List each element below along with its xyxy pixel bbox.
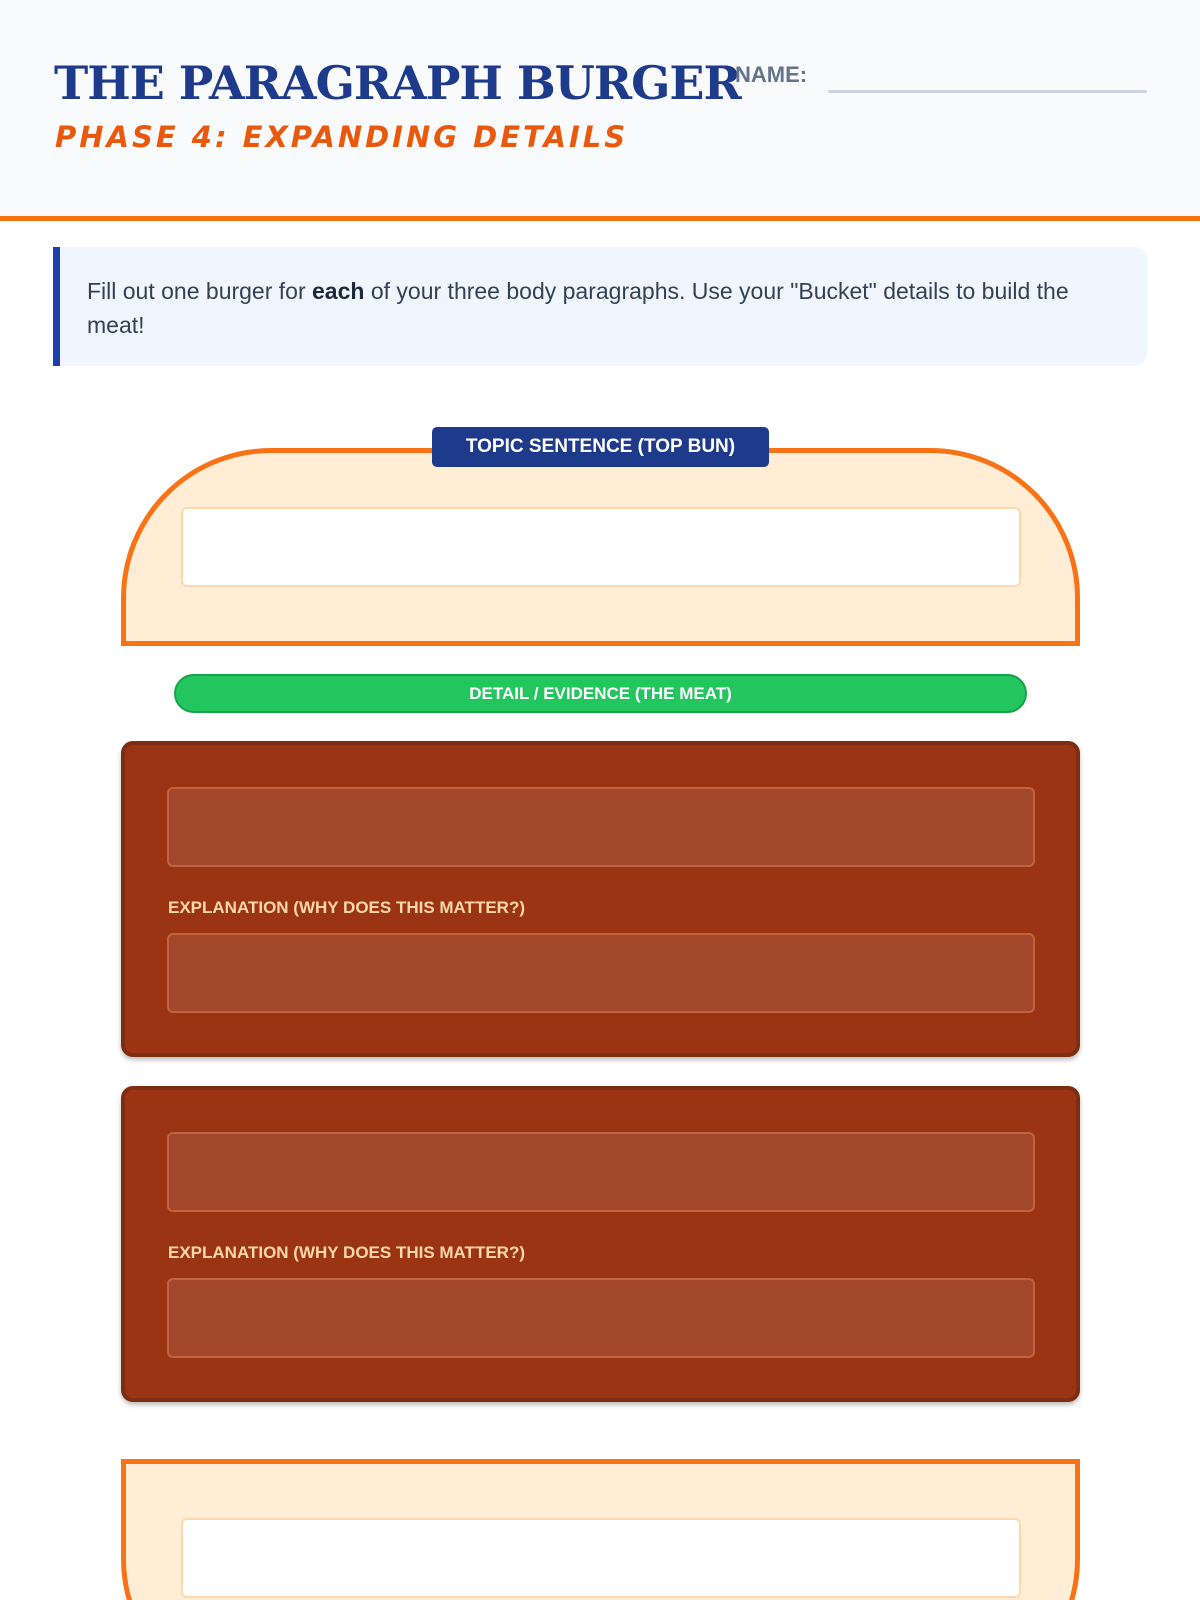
instructions-text-after: of your three body paragraphs. Use your "Bucket" details to build the meat! bbox=[87, 278, 1069, 338]
instructions-emphasis: each bbox=[312, 278, 365, 304]
explanation-label-1: EXPLANATION (WHY DOES THIS MATTER?) bbox=[168, 898, 525, 917]
explanation-field-1[interactable] bbox=[167, 933, 1035, 1013]
detail-evidence-field-1[interactable] bbox=[167, 787, 1035, 867]
concluding-sentence-field[interactable] bbox=[181, 1518, 1021, 1598]
explanation-label-2: EXPLANATION (WHY DOES THIS MATTER?) bbox=[168, 1243, 525, 1262]
name-label: NAME: bbox=[735, 62, 808, 87]
meat-patty-2 bbox=[121, 1086, 1080, 1402]
meat-patty-1 bbox=[121, 741, 1080, 1057]
worksheet-header bbox=[0, 0, 1200, 221]
topic-sentence-field[interactable] bbox=[181, 507, 1021, 587]
page-title: THE PARAGRAPH BURGER bbox=[54, 56, 741, 110]
explanation-field-2[interactable] bbox=[167, 1278, 1035, 1358]
instructions-box bbox=[53, 247, 1147, 366]
instructions-text-before: Fill out one burger for bbox=[87, 278, 313, 304]
name-field[interactable] bbox=[828, 90, 1147, 93]
page-subtitle: PHASE 4: EXPANDING DETAILS bbox=[55, 120, 629, 154]
detail-evidence-field-2[interactable] bbox=[167, 1132, 1035, 1212]
top-bun-label: TOPIC SENTENCE (TOP BUN) bbox=[432, 427, 769, 467]
meat-section-label: DETAIL / EVIDENCE (THE MEAT) bbox=[174, 674, 1027, 713]
